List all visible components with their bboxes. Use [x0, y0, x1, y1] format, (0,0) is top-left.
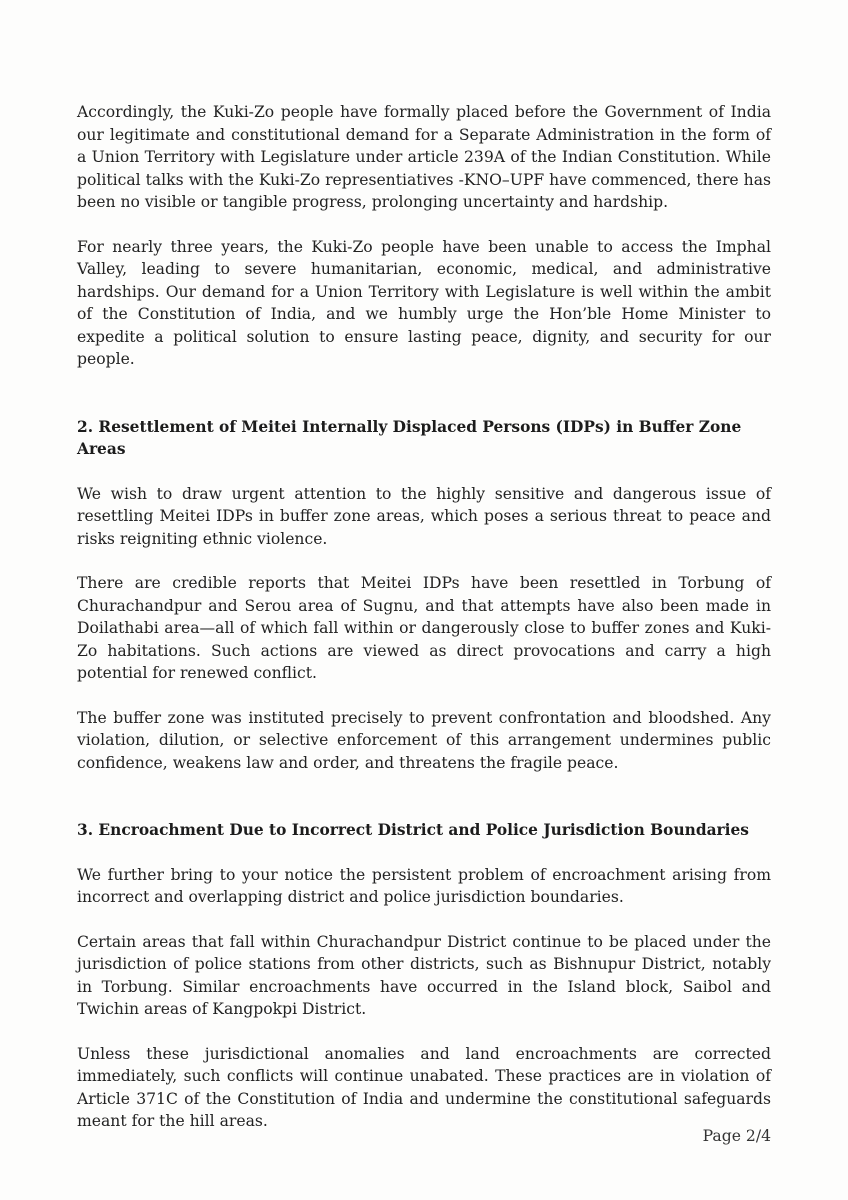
- page-number: Page 2/4: [702, 1127, 771, 1145]
- paragraph-union-territory-demand: Accordingly, the Kuki-Zo people have formally placed before the Government of India our legitimate and constitutional demand for a Separate Administration in the form of a Union Territory with Legislature under article 239A of the Indian Constitution. While political talks with the Kuki-Zo representiatives -KNO–UPF have commenced, there has been no visible or tangible progress, prolonging uncertainty and hardship.: [77, 103, 771, 211]
- paragraph-imphal-access: For nearly three years, the Kuki-Zo people have been unable to access the Imphal Valley, leading to severe humanitarian, economic, medical, and administrative hardships. Our demand for a Union Territory with Legislature is well within the ambit of the Constitution of India, and we humbly urge the Hon’ble Home Minister to expedite a political solution to ensure lasting peace, dignity, and security for our people.: [77, 237, 771, 368]
- document-body: [77, 101, 771, 1155]
- paragraph-resettlement-reports: There are credible reports that Meitei IDPs have been resettled in Torbung of Churachandpur and Serou area of Sugnu, and that attempts have also been made in Doilathabi area—all of which fall within or dangerously close to buffer zones and Kuki-Zo habitations. Such actions are viewed as direct provocations and carry a high potential for renewed conflict.: [77, 574, 771, 682]
- section-heading-encroachment: 3. Encroachment Due to Incorrect District and Police Jurisdiction Boundaries: [77, 821, 749, 839]
- paragraph-buffer-zone-purpose: The buffer zone was instituted precisely to prevent confrontation and bloodshed. Any violation, dilution, or selective enforcement of this arrangement undermines public confidence, weakens law and order, and threatens the fragile peace.: [77, 708, 771, 772]
- paragraph-jurisdiction-areas: Certain areas that fall within Churachandpur District continue to be placed under the jurisdiction of police stations from other districts, such as Bishnupur District, notably in Torbung. Similar encroachments have occurred in the Island block, Saibol and Twichin areas of Kangpokpi District.: [77, 932, 771, 1018]
- paragraph-encroachment-notice: We further bring to your notice the persistent problem of encroachment arising from incorrect and overlapping district and police jurisdiction boundaries.: [77, 865, 771, 906]
- paragraph-resettlement-attention: We wish to draw urgent attention to the highly sensitive and dangerous issue of resettling Meitei IDPs in buffer zone areas, which poses a serious threat to peace and risks reigniting ethnic violence.: [77, 484, 771, 548]
- section-heading-resettlement: 2. Resettlement of Meitei Internally Displaced Persons (IDPs) in Buffer Zone Areas: [77, 417, 742, 458]
- paragraph-article-371c: Unless these jurisdictional anomalies and land encroachments are corrected immediately, such conflicts will continue unabated. These practices are in violation of Article 371C of the Constitution of India and undermine the constitutional safeguards meant for the hill areas.: [77, 1044, 771, 1130]
